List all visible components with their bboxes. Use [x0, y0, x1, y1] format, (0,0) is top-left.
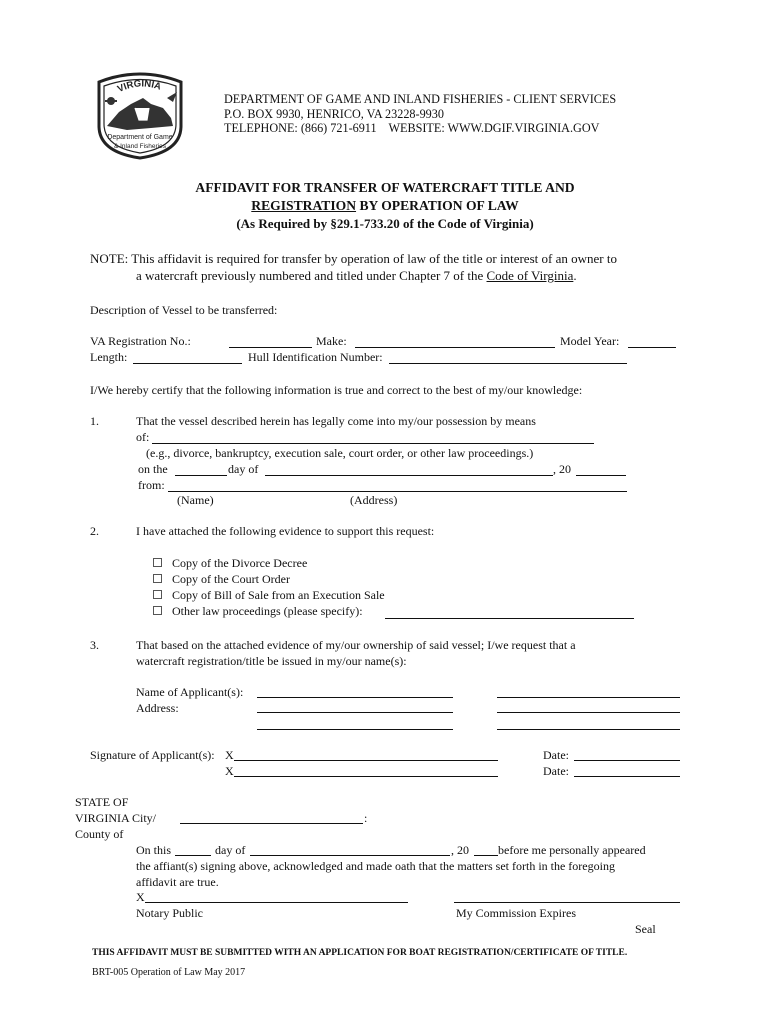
item2-text: I have attached the following evidence to support this request: [136, 524, 435, 538]
item1-number: 1. [90, 414, 99, 428]
notary-year-prefix: , 20 [451, 843, 469, 857]
note-line2: a watercraft previously numbered and titled under Chapter 7 of the Code of Virginia. [136, 268, 577, 283]
certify-statement: I/We hereby certify that the following information is true and correct to the best of my/our knowledge: [90, 383, 583, 397]
logo-agency-line2: & Inland Fisheries [113, 143, 167, 150]
notary-month-field[interactable] [250, 855, 450, 856]
form-subtitle: (As Required by §29.1-733.20 of the Code of Virginia) [236, 216, 534, 231]
applicant-name-label: Name of Applicant(s): [136, 685, 244, 699]
notary-line3: affidavit are true. [136, 875, 219, 889]
checkbox[interactable] [153, 590, 162, 599]
signature-label: Signature of Applicant(s): [90, 748, 215, 762]
state-of-label: STATE OF [75, 795, 129, 809]
city-colon: : [364, 811, 368, 825]
item3-line2: watercraft registration/title be issued in my/our name(s): [136, 654, 407, 668]
applicant-name-field[interactable] [257, 697, 453, 698]
model-year-label: Model Year: [560, 334, 620, 348]
checkbox[interactable] [153, 558, 162, 567]
possession-year-field[interactable] [576, 475, 626, 476]
notary-signature-field[interactable] [145, 902, 408, 903]
vessel-description-label: Description of Vessel to be transferred: [90, 303, 278, 317]
notary-day-field[interactable] [175, 855, 211, 856]
notary-before-me: before me personally appeared [498, 843, 646, 857]
date-field-1[interactable] [574, 760, 680, 761]
notary-line2: the affiant(s) signing above, acknowledged and made oath that the matters set forth in the foregoing [136, 859, 615, 873]
title-registration-word: REGISTRATION [251, 198, 357, 213]
item1-name-caption: (Name) [177, 493, 214, 507]
applicant-address-field[interactable] [257, 712, 453, 713]
signature-x1: X [225, 748, 234, 762]
commission-expires-label: My Commission Expires [456, 906, 577, 920]
make-field[interactable] [355, 347, 555, 348]
date-field-2[interactable] [574, 776, 680, 777]
other-proceedings-field[interactable] [385, 618, 634, 619]
item1-from-label: from: [138, 478, 165, 492]
item1-day-of: day of [228, 462, 259, 476]
item1-year-prefix: , 20 [553, 462, 571, 476]
submission-notice: THIS AFFIDAVIT MUST BE SUBMITTED WITH AN APPLICATION FOR BOAT REGISTRATION/CERTIFICATE OF TITLE. [92, 948, 628, 958]
form-identifier: BRT-005 Operation of Law May 2017 [92, 967, 246, 978]
date-label-1: Date: [543, 748, 569, 762]
applicant-name-field-2[interactable] [497, 697, 680, 698]
seal-label: Seal [635, 922, 656, 936]
item3-number: 3. [90, 638, 99, 652]
code-of-virginia-link[interactable]: Code of Virginia [486, 268, 574, 283]
hin-field[interactable] [389, 363, 627, 364]
registration-field[interactable] [229, 347, 312, 348]
option-bill-of-sale[interactable]: Copy of Bill of Sale from an Execution Sale [153, 588, 385, 603]
signature-x2: X [225, 764, 234, 778]
city-county-field[interactable] [180, 823, 363, 824]
item1-of-label: of: [136, 430, 150, 444]
logo-state-text: VIRGINIA [115, 78, 163, 96]
checkbox[interactable] [153, 606, 162, 615]
notary-year-field[interactable] [474, 855, 498, 856]
agency-contact: TELEPHONE: (866) 721-6911 WEBSITE: WWW.DGIF.VIRGINIA.GOV [224, 121, 600, 135]
agency-name: DEPARTMENT OF GAME AND INLAND FISHERIES - CLIENT SERVICES [224, 92, 617, 106]
registration-label: VA Registration No.: [90, 334, 191, 348]
from-field[interactable] [168, 491, 627, 492]
item3-line1: That based on the attached evidence of my/our ownership of said vessel; I/we request that a [136, 638, 576, 652]
signature-field-1[interactable] [234, 760, 498, 761]
notary-public-label: Notary Public [136, 906, 203, 920]
item1-address-caption: (Address) [350, 493, 398, 507]
notary-x: X [136, 890, 145, 904]
item1-line1: That the vessel described herein has legally come into my/our possession by means [136, 414, 536, 428]
possession-month-field[interactable] [265, 475, 553, 476]
virginia-city-label: VIRGINIA City/ [75, 811, 156, 825]
date-label-2: Date: [543, 764, 569, 778]
option-court-order[interactable]: Copy of the Court Order [153, 572, 290, 587]
notary-on-this: On this [136, 843, 172, 857]
item1-example: (e.g., divorce, bankruptcy, execution sale, court order, or other law proceedings.) [146, 446, 534, 460]
hin-label: Hull Identification Number: [248, 350, 383, 364]
model-year-field[interactable] [628, 347, 676, 348]
length-label: Length: [90, 350, 128, 364]
county-of-label: County of [75, 827, 124, 841]
make-label: Make: [316, 334, 347, 348]
possession-means-field[interactable] [152, 443, 594, 444]
commission-expires-field[interactable] [454, 902, 680, 903]
agency-address: P.O. BOX 9930, HENRICO, VA 23228-9930 [224, 106, 444, 121]
applicant-address-label: Address: [136, 701, 179, 715]
applicant-address-field-2[interactable] [497, 712, 680, 713]
logo-agency-line1: Department of Game [107, 134, 173, 141]
note-line1: NOTE: This affidavit is required for transfer by operation of law of the title or interest of an owner to [90, 251, 617, 266]
length-field[interactable] [133, 363, 242, 364]
item2-number: 2. [90, 524, 99, 538]
dgif-logo [91, 68, 189, 160]
notary-day-of: day of [215, 843, 246, 857]
applicant-address-field-b[interactable] [257, 729, 453, 730]
option-divorce-decree[interactable]: Copy of the Divorce Decree [153, 556, 307, 571]
item1-on-the: on the [138, 462, 168, 476]
checkbox[interactable] [153, 574, 162, 583]
applicant-address-field-2b[interactable] [497, 729, 680, 730]
possession-day-field[interactable] [175, 475, 227, 476]
form-title-line2 [0, 198, 770, 214]
option-other-proceedings[interactable]: Other law proceedings (please specify): [153, 604, 363, 619]
form-title-line1: AFFIDAVIT FOR TRANSFER OF WATERCRAFT TITLE AND [195, 180, 575, 195]
signature-field-2[interactable] [234, 776, 498, 777]
title-line2-rest: BY OPERATION OF LAW [356, 198, 519, 213]
